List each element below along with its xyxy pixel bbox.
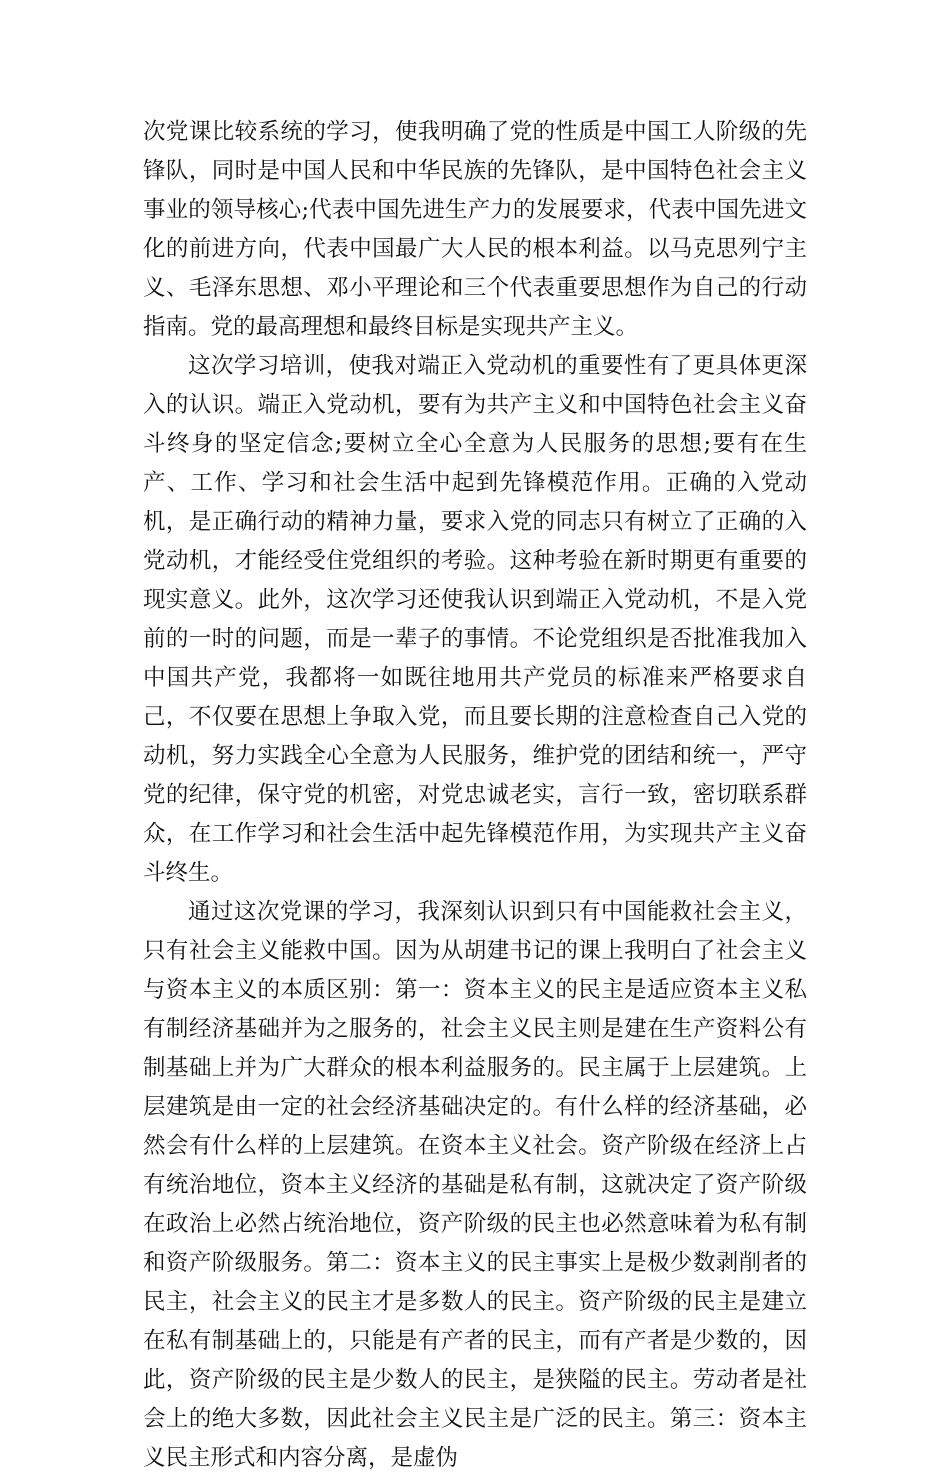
- body-text: [143, 113, 807, 1478]
- paragraph-party-motive: 这次学习培训，使我对端正入党动机的重要性有了更具体更深入的认识。端正入党动机，要有为共产主义和中国特色社会主义奋斗终身的坚定信念;要树立全心全意为人民服务的思想;要有在生产、工作、学习和社会生活中起到先锋模范作用。正确的入党动机，是正确行动的精神力量，要求入党的同志只有树立了正确的入党动机，才能经受住党组织的考验。这种考验在新时期更有重要的现实意义。此外，这次学习还使我认识到端正入党动机，不是入党前的一时的问题，而是一辈子的事情。不论党组织是否批准我加入中国共产党，我都将一如既往地用共产党员的标准来严格要求自己，不仅要在思想上争取入党，而且要长期的注意检查自己入党的动机，努力实践全心全意为人民服务，维护党的团结和统一，严守党的纪律，保守党的机密，对党忠诚老实，言行一致，密切联系群众，在工作学习和社会生活中起先锋模范作用，为实现共产主义奋斗终生。: [143, 353, 807, 886]
- paragraph-socialism-capitalism: 通过这次党课的学习，我深刻认识到只有中国能救社会主义，只有社会主义能救中国。因为从胡建书记的课上我明白了社会主义与资本主义的本质区别：第一：资本主义的民主是适应资本主义私有制经济基础并为之服务的，社会主义民主则是建在生产资料公有制基础上并为广大群众的根本利益服务的。民主属于上层建筑。上层建筑是由一定的社会经济基础决定的。有什么样的经济基础，必然会有什么样的上层建筑。在资本主义社会。资产阶级在经济上占有统治地位，资本主义经济的基础是私有制，这就决定了资产阶级在政治上必然占统治地位，资产阶级的民主也必然意味着为私有制和资产阶级服务。第二：资本主义的民主事实上是极少数剥削者的民主，社会主义的民主才是多数人的民主。资产阶级的民主是建立在私有制基础上的，只能是有产者的民主，而有产者是少数的，因此，资产阶级的民主是少数人的民主，是狭隘的民主。劳动者是社会上的绝大多数，因此社会主义民主是广泛的民主。第三：资本主义民主形式和内容分离，是虚伪: [143, 899, 807, 1471]
- paragraph-party-nature: 次党课比较系统的学习，使我明确了党的性质是中国工人阶级的先锋队，同时是中国人民和中华民族的先锋队，是中国特色社会主义事业的领导核心;代表中国先进生产力的发展要求，代表中国先进文化的前进方向，代表中国最广大人民的根本利益。以马克思列宁主义、毛泽东思想、邓小平理论和三个代表重要思想作为自己的行动指南。党的最高理想和最终目标是实现共产主义。: [143, 119, 807, 340]
